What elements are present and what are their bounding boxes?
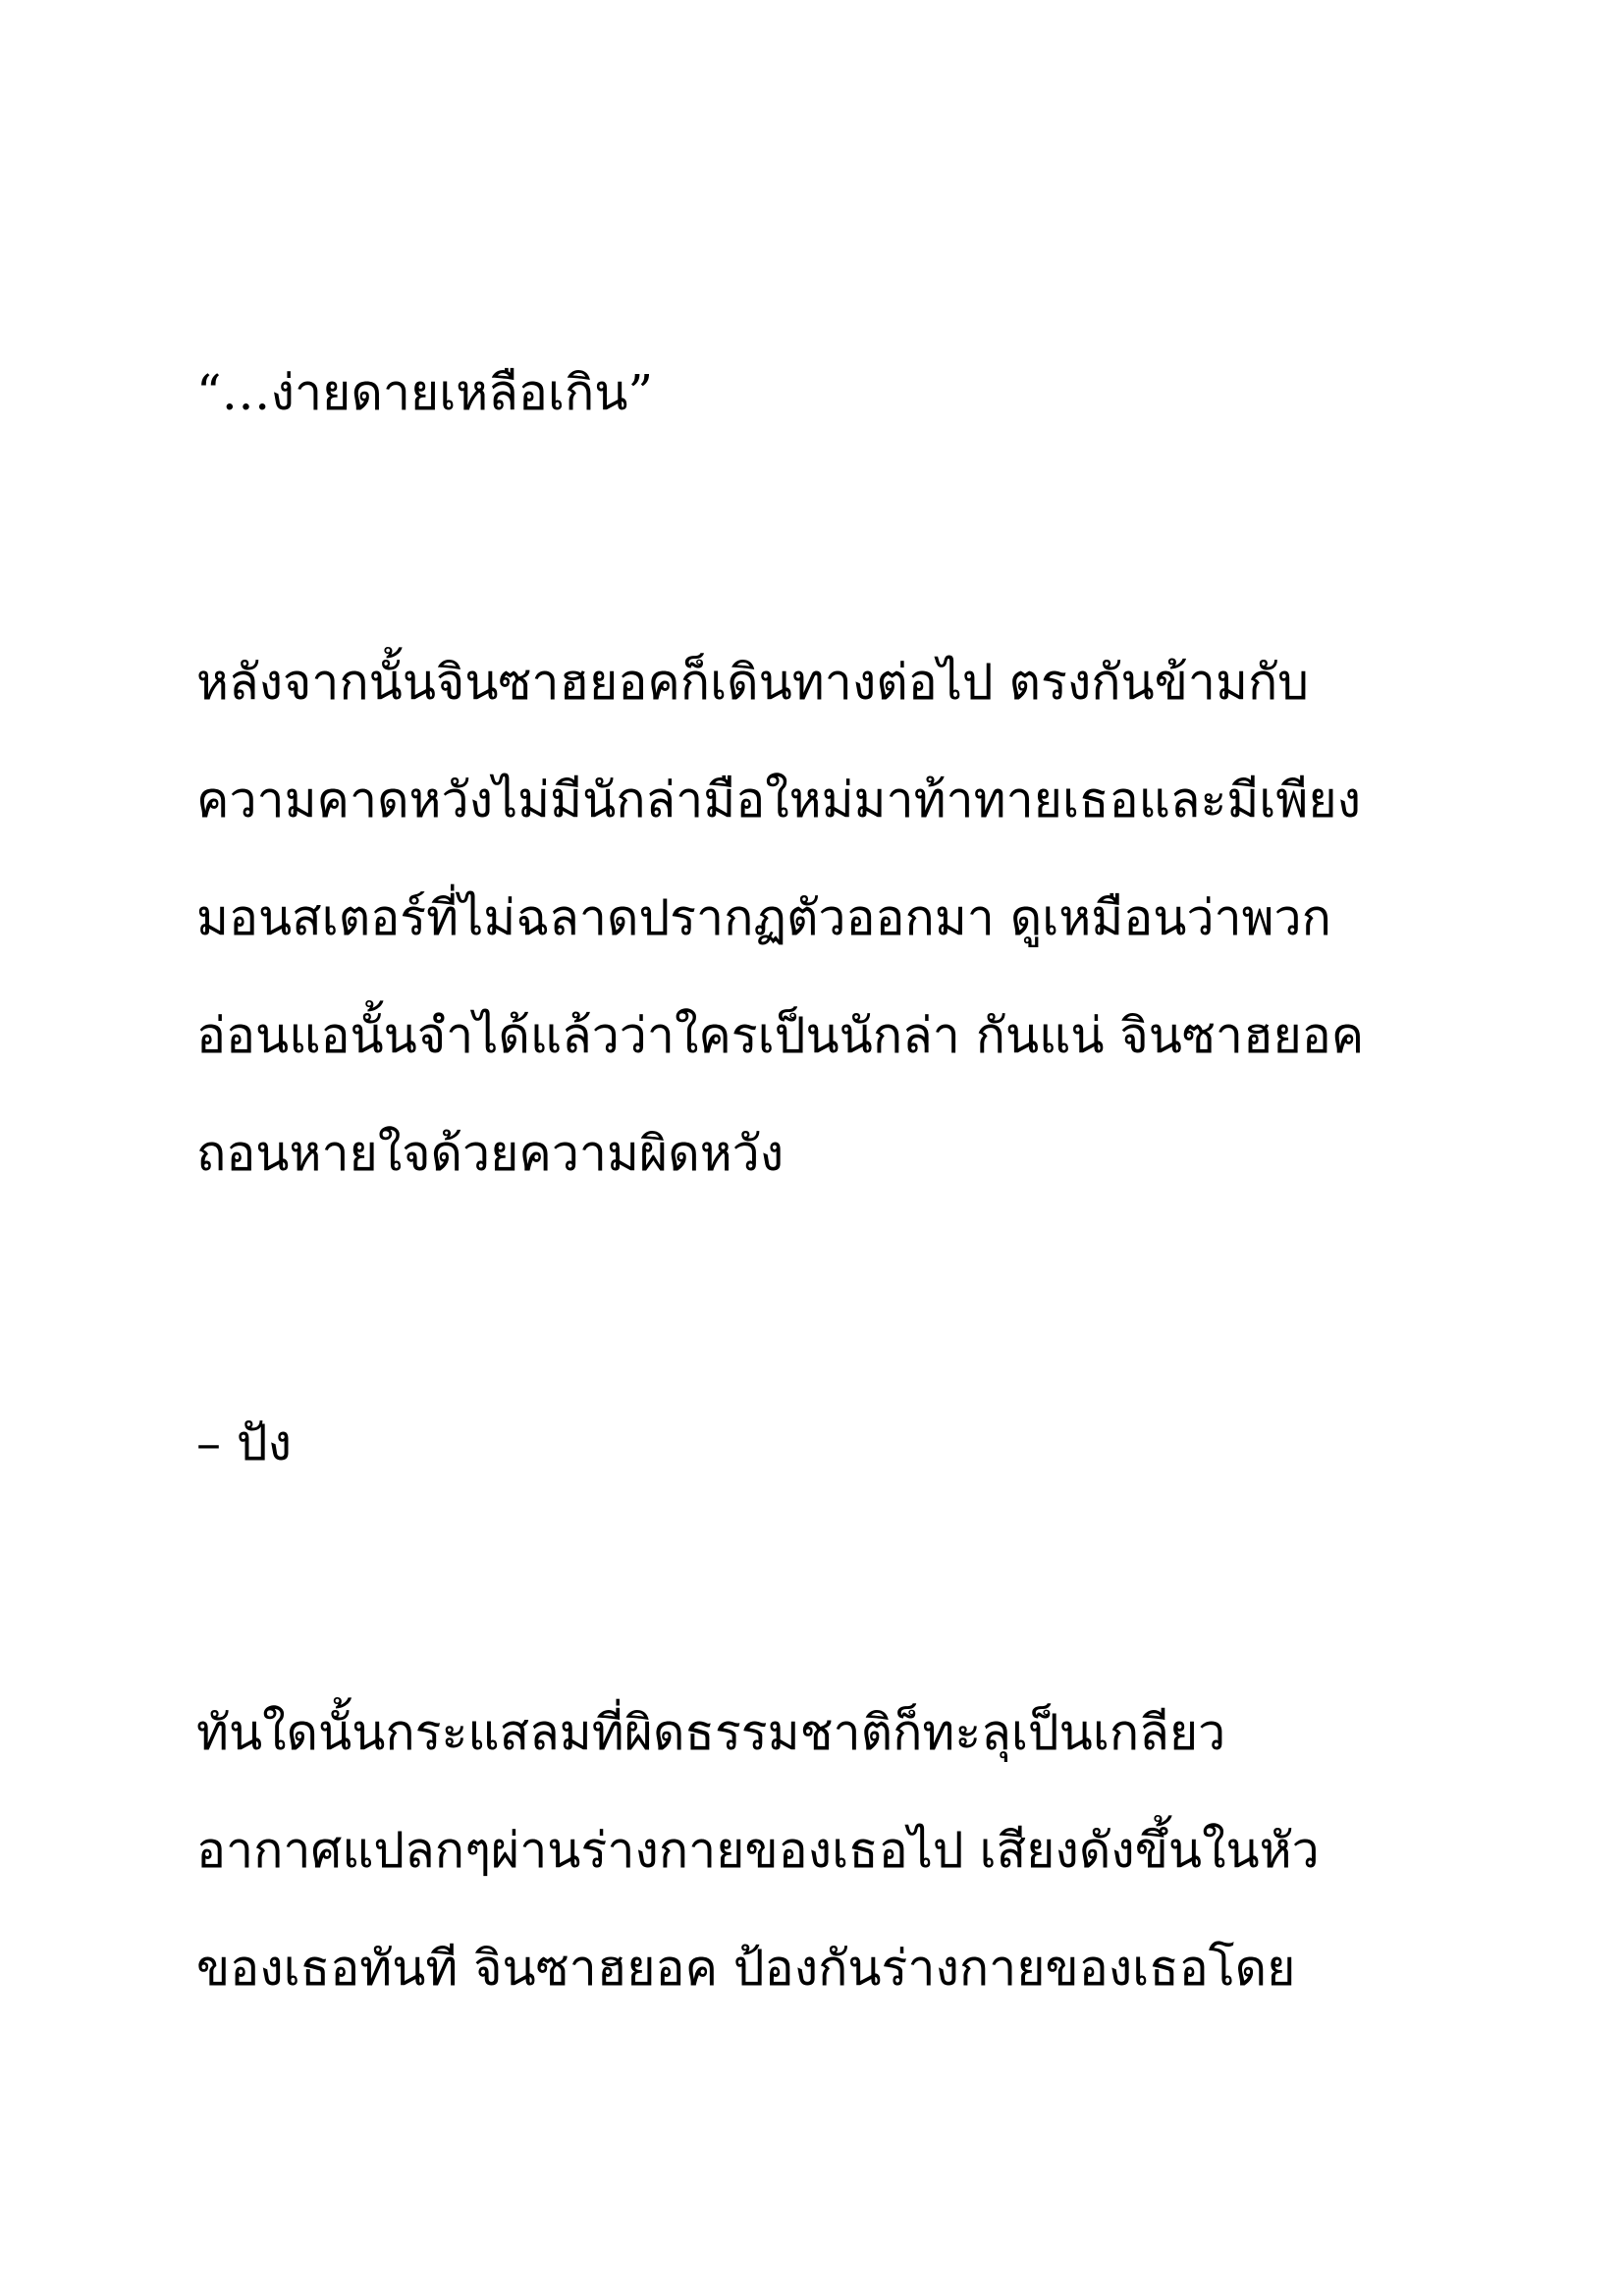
dialogue-line: “…ง่ายดายเหลือเกิน” <box>196 364 654 421</box>
paragraph-line: ความคาดหวังไม่มีนักล่ามือใหม่มาท้าทายเธอและมีเพียง <box>196 772 1362 828</box>
paragraph-line: ทันใดนั้นกระแสลมที่ผิดธรรมชาติก็ทะลุเป็นเกลียว <box>196 1704 1226 1761</box>
sound-effect-line: – ปัง <box>196 1415 293 1471</box>
paragraph-line: ถอนหายใจด้วยความผิดหวัง <box>196 1125 785 1182</box>
paragraph-line: อากาศแปลกๆผ่านร่างกายของเธอไป เสียงดังขึ้นในหัว <box>196 1822 1320 1879</box>
paragraph-line: อ่อนแอนั้นจำได้แล้วว่าใครเป็นนักล่า กันแน่ จินซาฮยอค <box>196 1007 1365 1064</box>
paragraph-line: มอนสเตอร์ที่ไม่ฉลาดปรากฏตัวออกมา ดูเหมือนว่าพวก <box>196 889 1331 946</box>
paragraph-line: หลังจากนั้นจินซาฮยอคก็เดินทางต่อไป ตรงกันข้ามกับ <box>196 654 1309 711</box>
paragraph-line: ของเธอทันที จินซาฮยอค ป้องกันร่างกายของเธอโดย <box>196 1940 1296 1997</box>
